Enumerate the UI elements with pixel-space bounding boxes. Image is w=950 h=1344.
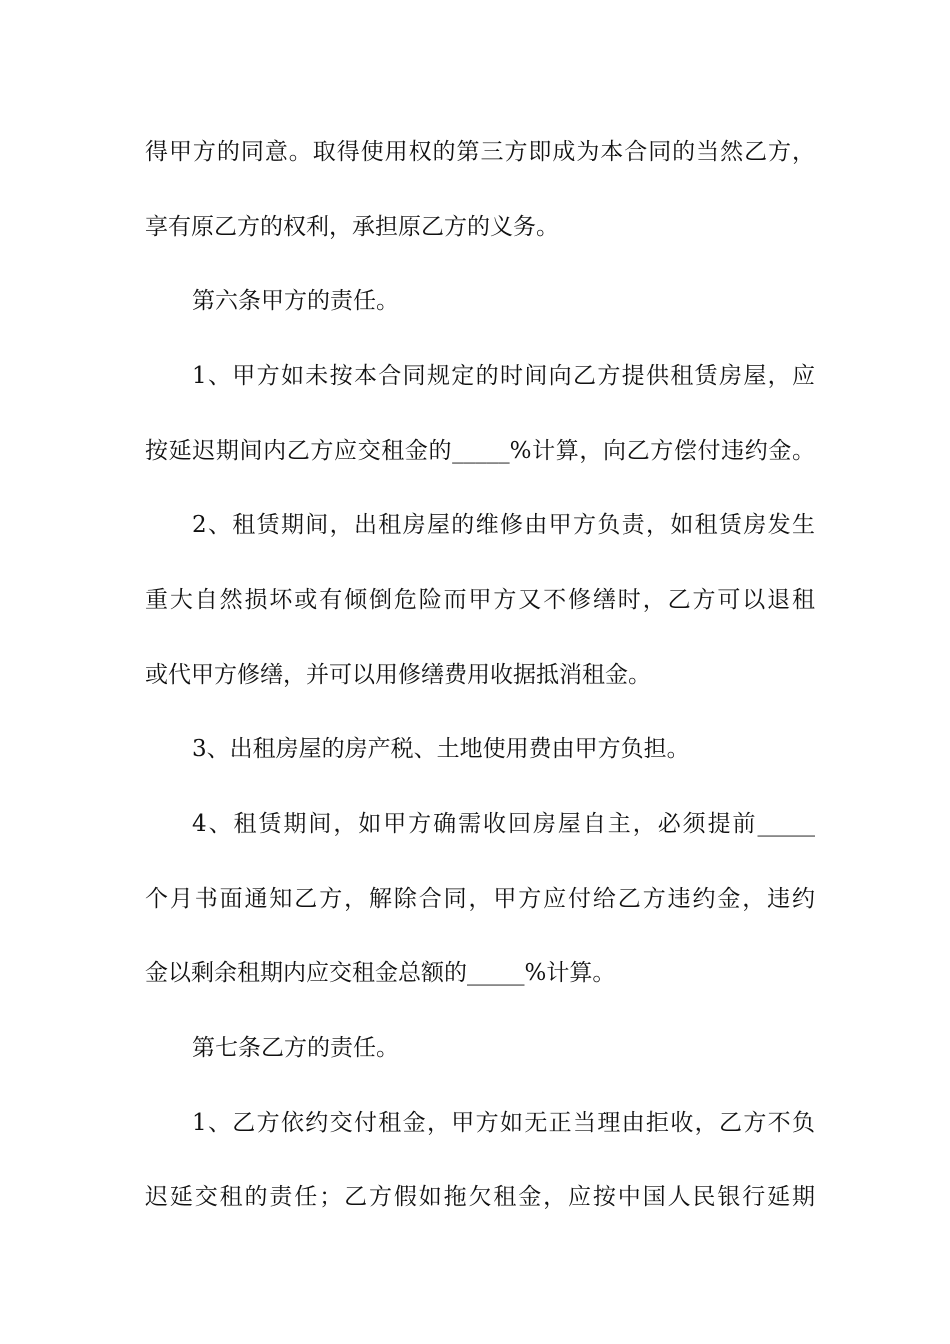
text-line: 2、租赁期间，出租房屋的维修由甲方负责，如租赁房发生 <box>192 512 815 538</box>
text-line: 4、租赁期间，如甲方确需收回房屋自主，必须提前_____ <box>192 811 815 837</box>
text-line: 1、乙方依约交付租金，甲方如无正当理由拒收，乙方不负 <box>192 1110 815 1136</box>
text-line: 享有原乙方的权利，承担原乙方的义务。 <box>145 214 559 240</box>
text-line: 个月书面通知乙方，解除合同，甲方应付给乙方违约金，违约 <box>145 886 815 912</box>
text-line: 3、出租房屋的房产税、土地使用费由甲方负担。 <box>192 736 690 762</box>
text-line: 金以剩余租期内应交租金总额的_____%计算。 <box>145 960 616 986</box>
section-heading: 第六条甲方的责任。 <box>192 288 399 314</box>
text-line: 迟延交租的责任；乙方假如拖欠租金，应按中国人民银行延期 <box>145 1184 815 1210</box>
text-line: 或代甲方修缮，并可以用修缮费用收据抵消租金。 <box>145 662 651 688</box>
text-line: 得甲方的同意。取得使用权的第三方即成为本合同的当然乙方， <box>145 139 815 165</box>
text-line: 1、甲方如未按本合同规定的时间向乙方提供租赁房屋，应 <box>192 363 815 389</box>
text-line: 重大自然损坏或有倾倒危险而甲方又不修缮时，乙方可以退租 <box>145 587 815 613</box>
section-heading: 第七条乙方的责任。 <box>192 1035 399 1061</box>
text-line: 按延迟期间内乙方应交租金的_____%计算，向乙方偿付违约金。 <box>145 438 815 464</box>
